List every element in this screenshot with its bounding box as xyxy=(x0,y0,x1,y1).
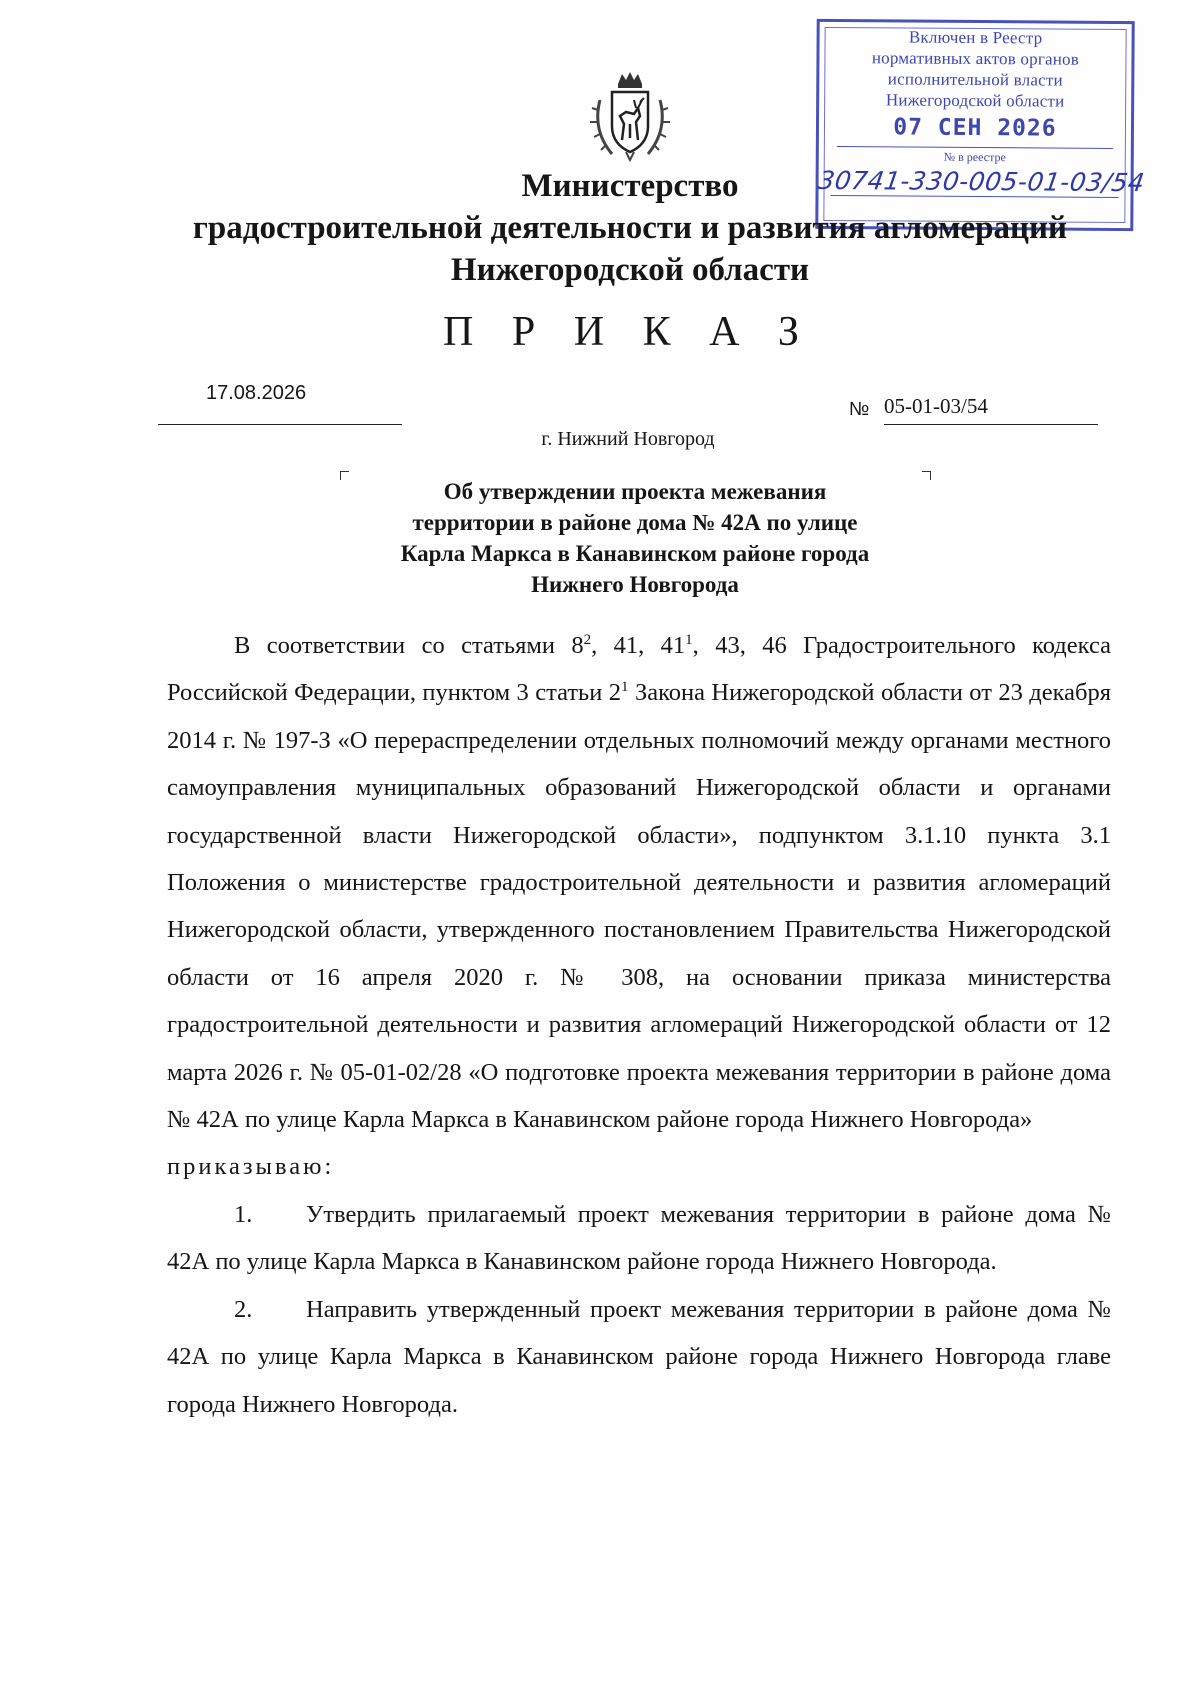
preamble-text-c: , 43, 46 Градостроительного кодекса Российской Федерации, пунктом 3 статьи 2 xyxy=(167,632,1111,707)
stamp-registry-label: № в реестре xyxy=(943,149,1006,165)
document-body xyxy=(167,622,1111,1428)
title-line-2: территории в районе дома № 42А по улице xyxy=(412,510,858,535)
number-label: № xyxy=(849,399,870,420)
title-line-1: Об утверждении проекта межевания xyxy=(443,479,827,504)
date-field xyxy=(158,380,402,425)
superscript-3: 1 xyxy=(621,679,629,696)
stamp-line-2: нормативных актов органов xyxy=(871,48,1080,69)
preamble-text-b: , 41, 41 xyxy=(591,632,686,659)
order-item-1 xyxy=(167,1191,1111,1286)
ministry-name-line-1: Министерство xyxy=(521,168,739,204)
coat-of-arms-icon xyxy=(582,70,678,166)
ministry-name-line-2: градостроительной деятельности и развития агломераций xyxy=(192,210,1068,246)
title-line-4: Нижнего Новгорода xyxy=(531,572,739,597)
document-type-heading: П Р И К А З xyxy=(443,309,813,355)
ministry-name-line-3: Нижегородской области xyxy=(450,252,810,288)
stamp-date: 07 СЕН 2026 xyxy=(893,114,1057,142)
title-line-3: Карла Маркса в Канавинском районе города xyxy=(400,541,870,566)
city-label: г. Нижний Новгород xyxy=(541,428,715,450)
item-text: Утвердить прилагаемый проект межевания территории в районе дома № 42А по улице Карла Маркса в Канавинском районе города Нижнего Новгорода. xyxy=(167,1200,1111,1276)
document-title xyxy=(340,476,930,600)
stamp-line-4: Нижегородской области xyxy=(885,90,1065,111)
item-number: 1. xyxy=(234,1200,253,1228)
document-date: 17.08.2026 xyxy=(206,382,307,404)
document-number: 05-01-03/54 xyxy=(884,394,988,418)
item-number: 2. xyxy=(234,1295,253,1323)
order-word: приказываю: xyxy=(167,1153,335,1181)
number-field xyxy=(884,394,1098,425)
preamble-paragraph xyxy=(167,622,1111,1143)
stamp-line-3: исполнительной власти xyxy=(887,69,1063,90)
order-item-2 xyxy=(167,1286,1111,1428)
stamp-registry-number: 30741-330-005-01-03/54 xyxy=(816,165,1147,198)
stamp-line-1: Включен в Реестр xyxy=(908,27,1043,48)
preamble-text-d: Закона Нижегородской области от 23 декабря 2014 г. № 197-З «О перераспределении отдельных полномочий между органами местного самоуправления муниципальных образований Нижегородской области и органами государственной власти Нижегородской области», подпунктом 3.1.10 пункта 3.1 Положения о министерстве градостроительной деятельности и развития агломераций Нижегородской области, утвержденного постановлением Правительства Нижегородской области от 16 апреля 2020 г. № 308, на основании приказа министерства градостроительной деятельности и развития агломераций Нижегородской области от 12 марта 2026 г. № 05-01-02/28 «О подготовке проекта межевания территории в районе дома № 42А по улице Карла Маркса в Канавинском районе города Нижнего Новгорода» xyxy=(167,679,1111,1134)
preamble-text-a: В соответствии со статьями 8 xyxy=(234,632,584,659)
superscript-2: 1 xyxy=(685,632,693,648)
superscript-1: 2 xyxy=(583,632,592,648)
item-text: Направить утвержденный проект межевания территории в районе дома № 42А по улице Карла Маркса в Канавинском районе города Нижнего Новгорода главе города Нижнего Новгорода. xyxy=(167,1295,1111,1418)
